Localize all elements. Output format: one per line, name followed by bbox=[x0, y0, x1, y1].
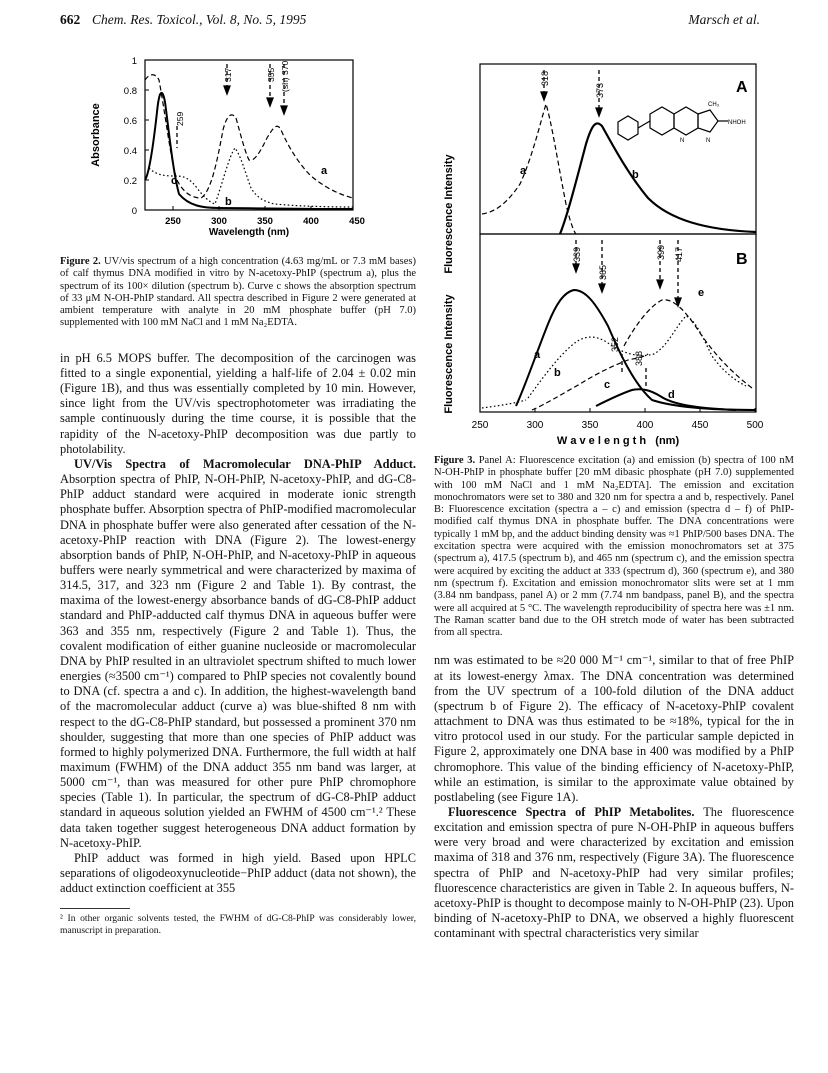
fig3-b-curve-label-e: e bbox=[698, 287, 705, 299]
page-number: 662 bbox=[60, 12, 81, 27]
structure-label: N bbox=[680, 138, 685, 144]
footnote-rule bbox=[60, 908, 130, 909]
fig2-ytick: 0.4 bbox=[123, 146, 137, 157]
fig2-frame bbox=[145, 60, 353, 210]
fig2-ytick: 0 bbox=[131, 206, 137, 217]
left-column bbox=[60, 256, 416, 936]
fig3-b-curve-d bbox=[596, 389, 736, 410]
footnote: ² In other organic solvents tested, the FWHM of dG-C8-PhIP was considerably lower, manuscript in preparation. bbox=[60, 913, 416, 936]
fig3-ylabel-a: Fluorescence Intensity bbox=[443, 154, 455, 274]
fig2-xtick: 400 bbox=[303, 216, 319, 227]
fig3-xtick: 300 bbox=[526, 420, 544, 431]
fig2-xtick: 450 bbox=[349, 216, 365, 227]
structure-label: CH₃ bbox=[708, 102, 720, 108]
fig3-b-curve-label-a: a bbox=[534, 349, 541, 361]
fig2-ylabel: Absorbance bbox=[90, 103, 102, 167]
paragraph: nm was estimated to be ≈20 000 M⁻¹ cm⁻¹, similar to that of free PhIP at its lowest-energy λmax. The DNA concentration was determined from the UV spectrum of a 100-fold dilution of the DNA adduct (spectrum b of Figure 2). The efficacy of N-acetoxy-PhIP covalent attachment to DNA was thus estimated to be ≈18%, typical for the in vitro protocol used in our study. For the particular sample depicted in Figure 2, approximately one DNA base in 400 was modified by a PhIP chromophore. This value of the binding efficiency of N-acetoxy-PhIP, while an estimation, is similar to the approximate value obtained by postlabeling (see Figure 1A). bbox=[434, 653, 794, 804]
fig3-xtick: 450 bbox=[691, 420, 709, 431]
fig3-b-marker-label: 399 bbox=[656, 244, 666, 260]
fig2-curve-label-c: c bbox=[171, 175, 178, 187]
fig3-b-marker-label: 339 bbox=[572, 246, 582, 262]
fig3-a-curve-label-a: a bbox=[520, 165, 527, 177]
fig3-xtick: 350 bbox=[581, 420, 599, 431]
structure-label: N bbox=[706, 138, 711, 144]
section-heading: Fluorescence Spectra of PhIP Metabolites. bbox=[448, 805, 695, 820]
paragraph: PhIP adduct was formed in high yield. Based upon HPLC separations of oligodeoxynucleotide−PhIP adduct (data not shown), the adduct extinction coefficient at 355 bbox=[60, 850, 416, 896]
fig2-marker-label: 355 bbox=[266, 67, 276, 82]
fig3-xtick: 400 bbox=[636, 420, 654, 431]
fig3-b-inner-marker-label: 388 bbox=[634, 350, 644, 366]
fig2-xtick: 250 bbox=[165, 216, 181, 227]
right-column bbox=[434, 455, 794, 941]
paragraph: in pH 6.5 MOPS buffer. The decomposition of the carcinogen was fitted to a single exponential, yielding a half-life of 2.04 ± 0.02 min (Figure 1B), and thus was essentially completed by 10 min. However, since light from the UV/vis spectrophotometer was irradiating the sample continuously during the time course, it is possible that the rapidity of the N-acetoxy-PhIP decomposition was due partly to photolability. bbox=[60, 350, 416, 456]
fig2-ytick: 0.6 bbox=[123, 116, 137, 127]
fig3-a-curve-a bbox=[482, 104, 576, 234]
fig3-a-curve-label-b: b bbox=[632, 169, 639, 181]
fig2-curve-b bbox=[145, 93, 353, 209]
fig2-marker-label: 317 bbox=[223, 67, 233, 82]
paragraph-section-fluorescence: Fluorescence Spectra of PhIP Metabolites. The fluorescence excitation and emission spectra of pure N-OH-PhIP in aqueous buffers were very broad and were characterized by excitation and emission maxima of 318 and 376 nm, respectively (Figure 3A). The fluorescence spectra of PhIP and N-acetoxy-PhIP had very similar profiles; fluorescence characteristics are given in Table 2. In aqueous buffers, N-acetoxy-PhIP is thought to decompose mainly to N-OH-PhIP (23). Upon binding of N-acetoxy-PhIP to DNA, we observed a highly fluorescent contaminant with spectral characteristics very similar bbox=[434, 805, 794, 941]
fig3-panel-a-label: A bbox=[736, 79, 748, 96]
fig3-b-baseline bbox=[482, 400, 526, 408]
fig3-b-curve-label-c: c bbox=[604, 379, 611, 391]
figure-2-plot bbox=[85, 52, 415, 254]
fig3-b-curve-e bbox=[624, 300, 752, 388]
fig3-a-curve-b bbox=[560, 123, 756, 234]
fig3-panel-b-label: B bbox=[736, 251, 748, 268]
figure-2-caption: Figure 2. UV/vis spectrum of a high concentration (4.63 mg/mL or 7.3 mM bases) of calf thymus DNA modified in vitro by N-acetoxy-PhIP (spectrum a), plus the spectrum of its 100× dilution (spectrum b). Curve c shows the absorption spectrum of 33 μM N-OH-PhIP standard. All spectra described in Figure 2 were generated at ambient temperature with analyte in 20 mM phosphate buffer (pH 7.0) supplemented with 100 mM NaCl and 1 mM Na₂EDTA. bbox=[60, 256, 416, 329]
running-header bbox=[60, 12, 760, 32]
fig3-ylabel-b: Fluorescence Intensity bbox=[443, 294, 455, 414]
fig2-curve-label-a: a bbox=[321, 165, 328, 177]
fig2-ytick: 0.8 bbox=[123, 86, 137, 97]
fig3-b-inner-marker-label: 352 bbox=[610, 336, 620, 352]
fig3-b-curve-label-b: b bbox=[554, 367, 561, 379]
structure-label: NHOH bbox=[728, 120, 746, 126]
fig2-xtick: 300 bbox=[211, 216, 227, 227]
fig2-marker-label: (sh) 370 bbox=[280, 60, 290, 92]
fig3-panel-b-frame bbox=[480, 234, 756, 412]
fig2-ytick: 1 bbox=[131, 56, 137, 67]
fig3-xlabel: W a v e l e n g t h (nm) bbox=[556, 435, 680, 447]
fig2-xtick: 350 bbox=[257, 216, 273, 227]
fig3-panel-a-frame bbox=[480, 64, 756, 234]
figure-3-caption: Figure 3. Panel A: Fluorescence excitation (a) and emission (b) spectra of 100 nM N-OH-PhIP in phosphate buffer [20 mM dibasic phosphate (pH 7.0) supplemented with 100 mM NaCl and 1 mM Na₂EDTA]. The emission and excitation monochromators were set to 380 and 320 nm for spectra a and b, respectively. Panel B: Fluorescence excitation (spectra a – c) and emission (spectra d – f) of PhIP-modified calf thymus DNA in phosphate buffer. The DNA concentrations were typically 1 mM bp, and the adduct binding density was ≈1 PhIP/500 bases DNA. The excitation spectra were acquired with the emission monochromators set at 375 (spectrum a), 417.5 (spectrum b), and 465 nm (spectrum c), and the emission spectra were acquired by exciting the adduct at 333 (spectrum d), 360 (spectrum e), and 380 nm (spectrum f). Excitation and emission monochromator slits were set at 1 mm (3.84 nm bandpass, panel A) or 2 mm (7.74 nm bandpass, panel B), and the spectra were all acquired at 5 °C. The wavelength reproducibility of spectra here was ±1 nm. The Raman scatter band due to the OH stretch mode of water has been subtracted from all spectra. bbox=[434, 455, 794, 639]
fig2-ytick: 0.2 bbox=[123, 176, 137, 187]
fig3-b-curve-c bbox=[532, 354, 648, 410]
fig2-curve-label-b: b bbox=[225, 196, 232, 208]
journal-citation: Chem. Res. Toxicol., Vol. 8, No. 5, 1995 bbox=[92, 12, 307, 27]
figure-3-plot bbox=[436, 54, 796, 452]
fig2-curve-c bbox=[149, 148, 353, 207]
fig3-a-marker-label: 318 bbox=[540, 70, 550, 86]
section-heading: UV/Vis Spectra of Macromolecular DNA-PhIP Adduct. bbox=[74, 456, 416, 471]
fig3-a-marker-label: 373 bbox=[595, 82, 605, 98]
fig2-peak-label: 259 bbox=[175, 111, 185, 126]
running-authors: Marsch et al. bbox=[688, 12, 760, 27]
fig3-xtick: 500 bbox=[746, 420, 764, 431]
phip-structure-drawing bbox=[618, 107, 728, 140]
fig3-b-marker-label: 365 bbox=[598, 264, 608, 280]
fig3-xtick: 250 bbox=[471, 420, 489, 431]
fig3-b-curve-a bbox=[516, 290, 756, 410]
fig2-xlabel: Wavelength (nm) bbox=[208, 227, 290, 238]
fig3-b-marker-label: 417 bbox=[674, 246, 684, 262]
paragraph-section-uvvis: UV/Vis Spectra of Macromolecular DNA-PhIP Adduct. Absorption spectra of PhIP, N-OH-PhIP, N-acetoxy-PhIP, and dG-C8-PhIP adduct standard were acquired in moderate ionic strength phosphate buffer. Absorption spectra of PhIP-modified macromolecular DNA in phosphate buffer were also generated after cessation of the N-acetoxy-PhIP reaction with DNA (Figure 2). The lowest-energy absorption bands of PhIP, N-OH-PhIP, and N-acetoxy-PhIP in aqueous buffers were nearly symmetrical and were characterized by maxima of 314.5, 317, and 323 nm (Figure 2 and Table 1). By contrast, the maxima of the lowest-energy absorbance bands of dG-C8-PhIP adduct standard and PhIP-adducted calf thymus DNA in aqueous buffer were 363 and 355 nm, respectively (Figure 2 and Table 1). Thus, the covalent modification of either guanine nucleoside or macromolecular DNA by PhIP resulted in an ultraviolet spectrum shifted to much lower energies (≈3500 cm⁻¹) compared to PhIP species not covalently bound to DNA (cf. spectra a and c). In addition, the highest-wavelength band of the macromolecular adduct (curve a) was blue-shifted 8 nm with respect to the dG-C8-PhIP standard, but possessed a prominent 370 nm shoulder, suggesting that more than one species of PhIP adduct was formed to highly polymerized DNA. Furthermore, the full width at half maximum (FWHM) of the DNA adduct 355 nm band was larger, at 5000 cm⁻¹, than was measured for other pure PhIP chromophore species (Table 1). In particular, the spectrum of dG-C8-PhIP adduct standard in aqueous solution yielded an FWHM of 4500 cm⁻¹.² These data taken together suggest heterogeneous DNA adduct formation by N-acetoxy-PhIP. bbox=[60, 456, 416, 850]
fig3-b-curve-label-d: d bbox=[668, 389, 675, 401]
